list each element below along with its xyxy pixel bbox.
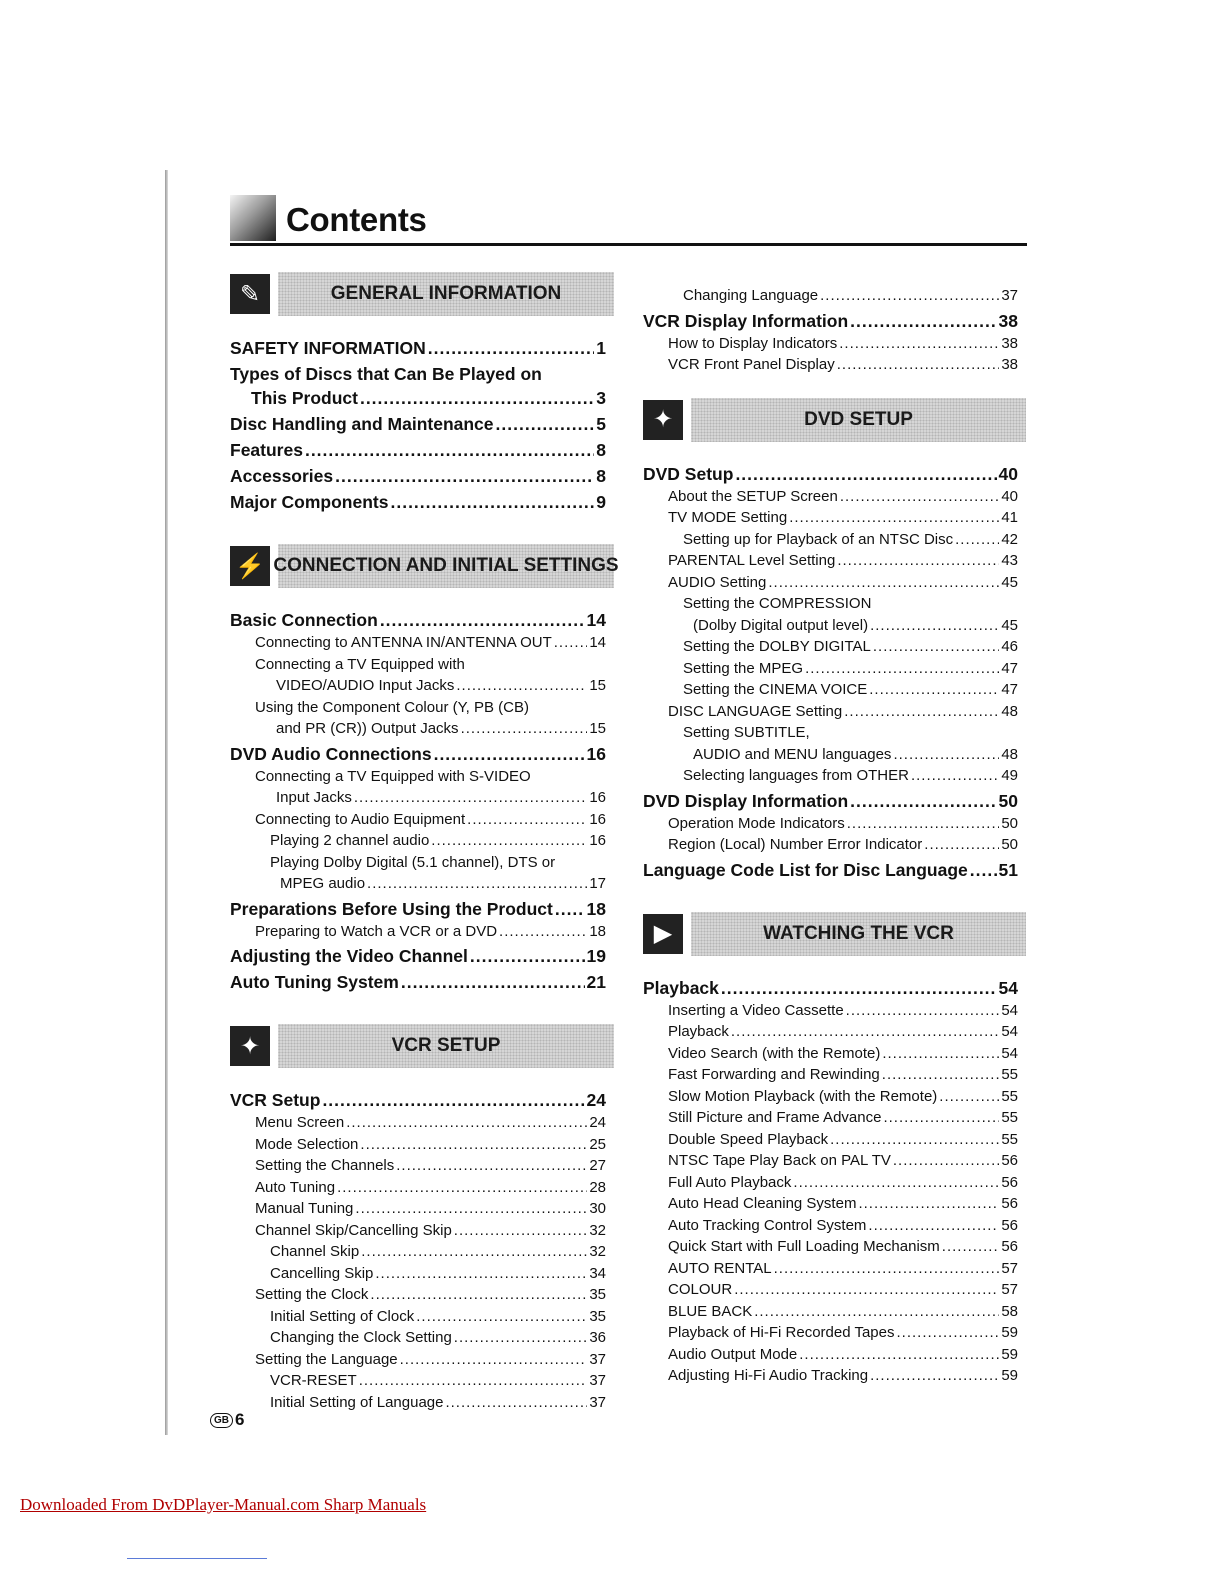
toc-entry[interactable]: Inserting a Video Cassette ..... 54 <box>643 1000 1018 1022</box>
footer-download-link[interactable]: Downloaded From DvDPlayer-Manual.com Sharp Manuals <box>20 1495 427 1514</box>
toc-entry[interactable]: Initial Setting of Clock ..... 35 <box>230 1306 606 1328</box>
toc-entry[interactable]: DISC LANGUAGE Setting ..... 48 <box>643 701 1018 723</box>
toc-entry[interactable]: This Product ..... 3 <box>230 386 606 410</box>
page-number <box>210 1410 244 1430</box>
cassette-play-icon: ▶ <box>643 914 683 954</box>
toc-entry[interactable]: Mode Selection ..... 25 <box>230 1134 606 1156</box>
section-title: CONNECTION AND INITIAL SETTINGS <box>278 544 614 588</box>
toc-entry[interactable]: Playback ..... 54 <box>643 1021 1018 1043</box>
toc-entry[interactable]: Slow Motion Playback (with the Remote) ..... 55 <box>643 1086 1018 1108</box>
toc-entry-line[interactable]: Setting the COMPRESSION <box>683 595 872 612</box>
toc-entry[interactable]: Auto Tuning System ..... 21 <box>230 970 606 994</box>
toc-entry[interactable]: Double Speed Playback ..... 55 <box>643 1129 1018 1151</box>
toc-entry[interactable]: Major Components ..... 9 <box>230 490 606 514</box>
section-title: GENERAL INFORMATION <box>278 272 614 316</box>
toc-entry[interactable]: Still Picture and Frame Advance ..... 55 <box>643 1107 1018 1129</box>
toc-entry[interactable]: AUTO RENTAL ..... 57 <box>643 1258 1018 1280</box>
toc-entry[interactable]: Playback of Hi-Fi Recorded Tapes ..... 59 <box>643 1322 1018 1344</box>
toc-entry[interactable]: TV MODE Setting ..... 41 <box>643 507 1018 529</box>
toc-entry[interactable]: Audio Output Mode ..... 59 <box>643 1344 1018 1366</box>
toc-entry-line[interactable]: Connecting a TV Equipped with S-VIDEO <box>255 767 531 785</box>
section-header-dvd-setup <box>643 398 1018 442</box>
toc-entry[interactable]: Setting the DOLBY DIGITAL ..... 46 <box>643 636 1018 658</box>
toc-entry[interactable]: Adjusting the Video Channel ..... 19 <box>230 944 606 968</box>
toc-entry[interactable]: Manual Tuning ..... 30 <box>230 1198 606 1220</box>
toc-entry[interactable]: Language Code List for Disc Language ..... 51 <box>643 858 1018 882</box>
plug-icon: ⚡ <box>230 546 270 586</box>
toc-entry[interactable]: Cancelling Skip ..... 34 <box>230 1263 606 1285</box>
toc-entry[interactable]: Setting the MPEG ..... 47 <box>643 658 1018 680</box>
toc-entry[interactable]: VIDEO/AUDIO Input Jacks ..... 15 <box>230 675 606 697</box>
toc-entry[interactable]: Basic Connection ..... 14 <box>230 608 606 632</box>
corner-graphic-icon <box>230 195 276 241</box>
toc-entry[interactable]: VCR Setup ..... 24 <box>230 1088 606 1112</box>
toc-entry[interactable]: BLUE BACK ..... 58 <box>643 1301 1018 1323</box>
toc-entry[interactable]: Setting the Channels ..... 27 <box>230 1155 606 1177</box>
toc-entry[interactable]: Features ..... 8 <box>230 438 606 462</box>
toc-entry[interactable]: Preparing to Watch a VCR or a DVD ..... 18 <box>230 921 606 943</box>
toc-entry[interactable]: (Dolby Digital output level) ..... 45 <box>643 615 1018 637</box>
toc-entry[interactable]: Setting up for Playback of an NTSC Disc ..... 42 <box>643 529 1018 551</box>
toc-entry[interactable]: Full Auto Playback ..... 56 <box>643 1172 1018 1194</box>
toc-entry[interactable]: PARENTAL Level Setting ..... 43 <box>643 550 1018 572</box>
toc-entry[interactable]: Region (Local) Number Error Indicator ..... 50 <box>643 834 1018 856</box>
toc-entry[interactable]: Setting the CINEMA VOICE ..... 47 <box>643 679 1018 701</box>
toc-entry[interactable]: Disc Handling and Maintenance ..... 5 <box>230 412 606 436</box>
toc-entry[interactable]: Initial Setting of Language ..... 37 <box>230 1392 606 1414</box>
toc-entry[interactable]: Changing the Clock Setting ..... 36 <box>230 1327 606 1349</box>
toc-entry[interactable]: Playing 2 channel audio ..... 16 <box>230 830 606 852</box>
toc-entry-line[interactable]: Setting SUBTITLE, <box>683 724 810 741</box>
page-number-value: 6 <box>235 1410 245 1429</box>
toc-entry[interactable]: Preparations Before Using the Product ..... 18 <box>230 897 606 921</box>
section-title: WATCHING THE VCR <box>691 912 1026 956</box>
toc-entry[interactable]: Video Search (with the Remote) ..... 54 <box>643 1043 1018 1065</box>
page-header <box>230 195 1027 247</box>
section-title: DVD SETUP <box>691 398 1026 442</box>
toc-entry-line[interactable]: Connecting a TV Equipped with <box>255 655 465 673</box>
title-divider <box>230 243 1027 246</box>
toc-entry[interactable]: Menu Screen ..... 24 <box>230 1112 606 1134</box>
section-header-watching-vcr <box>643 912 1018 956</box>
footer-rule <box>127 1558 267 1559</box>
toc-entry[interactable]: About the SETUP Screen ..... 40 <box>643 486 1018 508</box>
toc-entry-line[interactable]: Types of Discs that Can Be Played on <box>230 364 542 384</box>
toc-entry[interactable]: Operation Mode Indicators ..... 50 <box>643 813 1018 835</box>
toc-entry[interactable]: Connecting to Audio Equipment ..... 16 <box>230 809 606 831</box>
toc-entry[interactable]: Fast Forwarding and Rewinding ..... 55 <box>643 1064 1018 1086</box>
toc-entry[interactable]: Channel Skip/Cancelling Skip ..... 32 <box>230 1220 606 1242</box>
toc-entry[interactable]: Setting the Clock ..... 35 <box>230 1284 606 1306</box>
toc-entry[interactable]: Adjusting Hi-Fi Audio Tracking ..... 59 <box>643 1365 1018 1387</box>
section-header-connection <box>230 544 619 588</box>
toc-entry-line[interactable]: Playing Dolby Digital (5.1 channel), DTS or <box>270 853 556 871</box>
toc-entry[interactable]: Playback ..... 54 <box>643 976 1018 1000</box>
toc-entry[interactable]: VCR Display Information ..... 38 <box>643 309 1018 333</box>
toc-entry[interactable]: Changing Language ..... 37 <box>643 285 1018 307</box>
pen-clip-icon: ✎ <box>230 274 270 314</box>
toc-entry[interactable]: Auto Tracking Control System ..... 56 <box>643 1215 1018 1237</box>
toc-entry[interactable]: DVD Setup ..... 40 <box>643 462 1018 486</box>
toc-entry[interactable]: VCR Front Panel Display ..... 38 <box>643 354 1018 376</box>
toc-entry[interactable]: COLOUR ..... 57 <box>643 1279 1018 1301</box>
toc-entry[interactable]: DVD Display Information ..... 50 <box>643 789 1018 813</box>
page-title: Contents <box>286 201 427 238</box>
region-badge: GB <box>210 1413 233 1428</box>
section-header-general <box>230 272 606 316</box>
toc-entry[interactable]: Auto Tuning ..... 28 <box>230 1177 606 1199</box>
toc-entry[interactable]: SAFETY INFORMATION ..... 1 <box>230 336 606 360</box>
toc-entry[interactable]: DVD Audio Connections ..... 16 <box>230 742 606 766</box>
toc-entry[interactable]: Setting the Language ..... 37 <box>230 1349 606 1371</box>
toc-entry[interactable]: NTSC Tape Play Back on PAL TV ..... 56 <box>643 1150 1018 1172</box>
binding-edge <box>165 170 168 1435</box>
setup-star-icon: ✦ <box>230 1026 270 1066</box>
toc-entry[interactable]: Channel Skip ..... 32 <box>230 1241 606 1263</box>
toc-entry[interactable]: AUDIO and MENU languages ..... 48 <box>643 744 1018 766</box>
toc-entry[interactable]: Auto Head Cleaning System ..... 56 <box>643 1193 1018 1215</box>
toc-entry[interactable]: Quick Start with Full Loading Mechanism ..... 56 <box>643 1236 1018 1258</box>
setup-star-icon: ✦ <box>643 400 683 440</box>
toc-entry[interactable]: and PR (CR)) Output Jacks ..... 15 <box>230 718 606 740</box>
toc-entry-line[interactable]: Using the Component Colour (Y, PB (CB) <box>255 698 530 716</box>
toc-entry[interactable]: Accessories ..... 8 <box>230 464 606 488</box>
section-header-vcr-setup <box>230 1024 606 1068</box>
left-column <box>230 272 619 1413</box>
toc-entry[interactable]: VCR-RESET ..... 37 <box>230 1370 606 1392</box>
toc-entry[interactable]: AUDIO Setting ..... 45 <box>643 572 1018 594</box>
toc-entry[interactable]: Input Jacks ..... 16 <box>230 787 606 809</box>
right-column <box>643 285 1018 1387</box>
toc-entry[interactable]: MPEG audio ..... 17 <box>230 873 606 895</box>
toc-entry[interactable]: Selecting languages from OTHER ..... 49 <box>643 765 1018 787</box>
section-title: VCR SETUP <box>278 1024 614 1068</box>
toc-entry[interactable]: How to Display Indicators ..... 38 <box>643 333 1018 355</box>
toc-entry[interactable]: Connecting to ANTENNA IN/ANTENNA OUT ..... 14 <box>230 632 606 654</box>
